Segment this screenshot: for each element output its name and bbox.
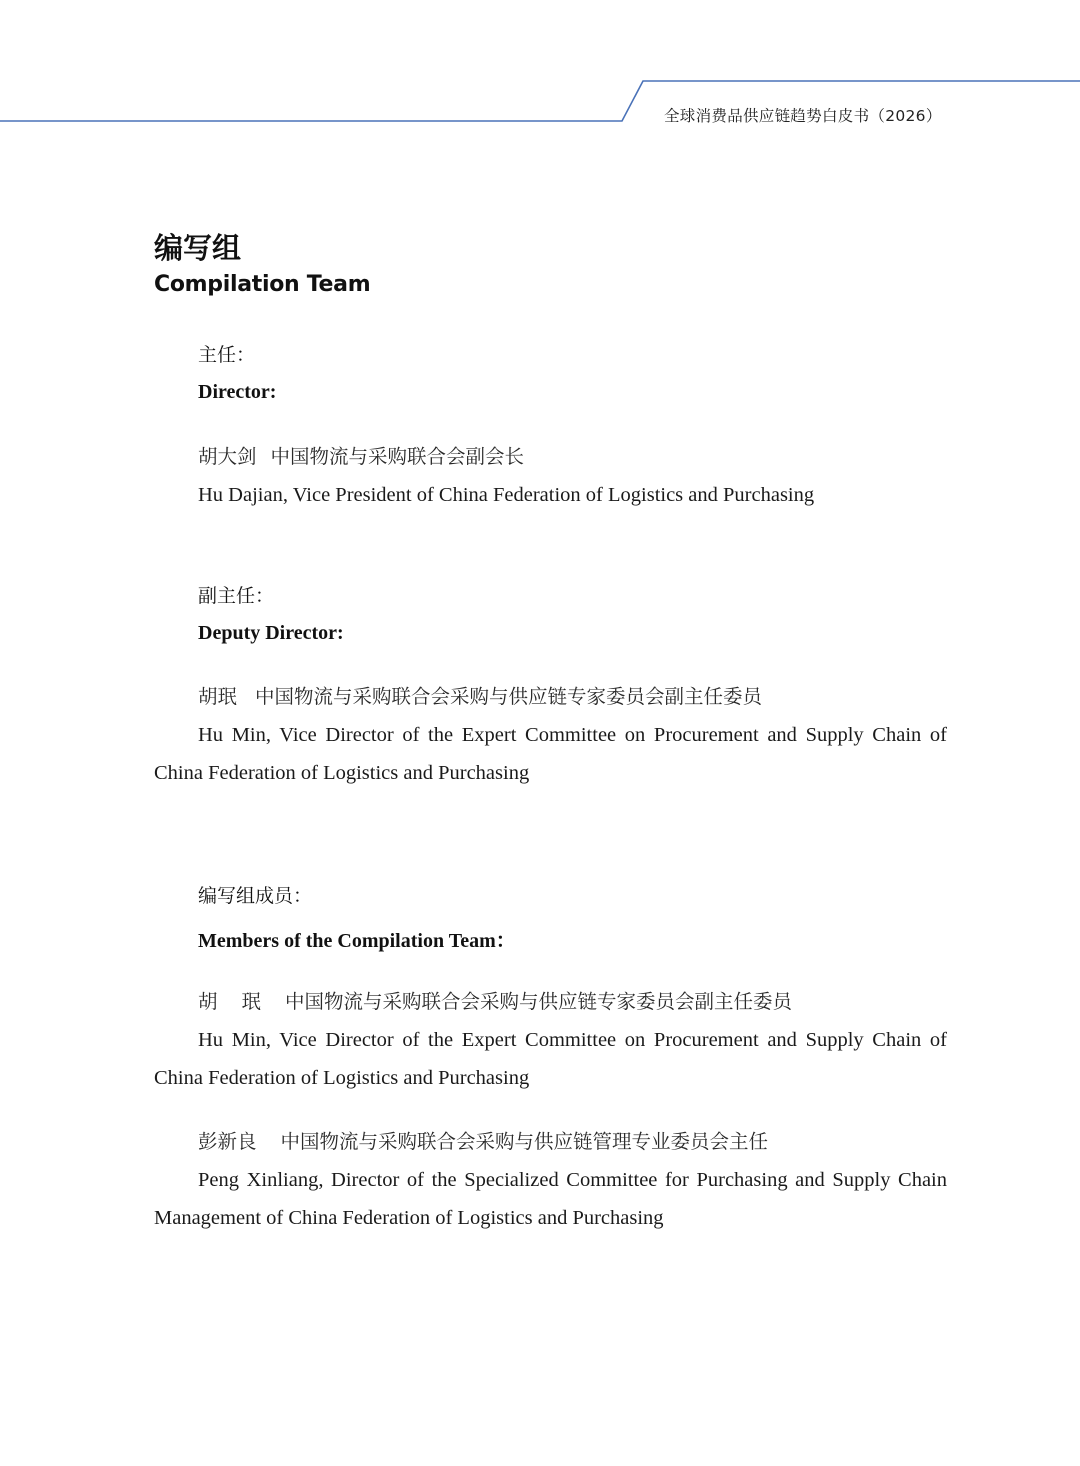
members-label-en: Members of the Compilation Team： (198, 930, 516, 952)
person-title-zh: 中国物流与采购联合会副会长 (270, 445, 525, 468)
section-title-zh: 编写组 (154, 231, 242, 265)
person-name-zh: 胡大剑 (198, 445, 257, 468)
deputy-director-label-en: Deputy Director: (198, 622, 344, 644)
member-1-person-zh (198, 986, 792, 1014)
member-2-person-zh (198, 1126, 768, 1154)
person-name-zh: 胡珉 (198, 685, 238, 708)
deputy-director-person-zh (198, 681, 762, 709)
members-label-zh: 编写组成员： (198, 885, 313, 907)
person-name-zh: 彭新良 (198, 1130, 257, 1153)
person-title-zh: 中国物流与采购联合会采购与供应链专家委员会副主任委员 (255, 685, 763, 708)
member-2-person-en: Peng Xinliang, Director of the Specialized Committee for Purchasing and Supply Chain Management of China Federation of Logistics and Purchasing (154, 1169, 947, 1229)
person-title-zh: 中国物流与采购联合会采购与供应链管理专业委员会主任 (280, 1130, 769, 1153)
person-name-zh-part1: 胡 (198, 990, 218, 1013)
director-person-zh (198, 441, 524, 469)
report-title: 全球消费品供应链趋势白皮书（2026） (664, 107, 942, 125)
director-person-en: Hu Dajian, Vice President of China Federation of Logistics and Purchasing (198, 484, 815, 506)
member-1-person-en: Hu Min, Vice Director of the Expert Committee on Procurement and Supply Chain of China Federation of Logistics and Purchasing (154, 1029, 947, 1089)
deputy-director-label-zh: 副主任： (198, 585, 275, 607)
director-label-en: Director: (198, 381, 277, 403)
person-name-zh-part2: 珉 (241, 990, 262, 1013)
section-title-en: Compilation Team (154, 272, 371, 297)
deputy-director-person-en: Hu Min, Vice Director of the Expert Committee on Procurement and Supply Chain of China Federation of Logistics and Purchasing (154, 724, 947, 784)
director-label-zh: 主任： (198, 344, 256, 366)
person-title-zh: 中国物流与采购联合会采购与供应链专家委员会副主任委员 (285, 990, 793, 1013)
